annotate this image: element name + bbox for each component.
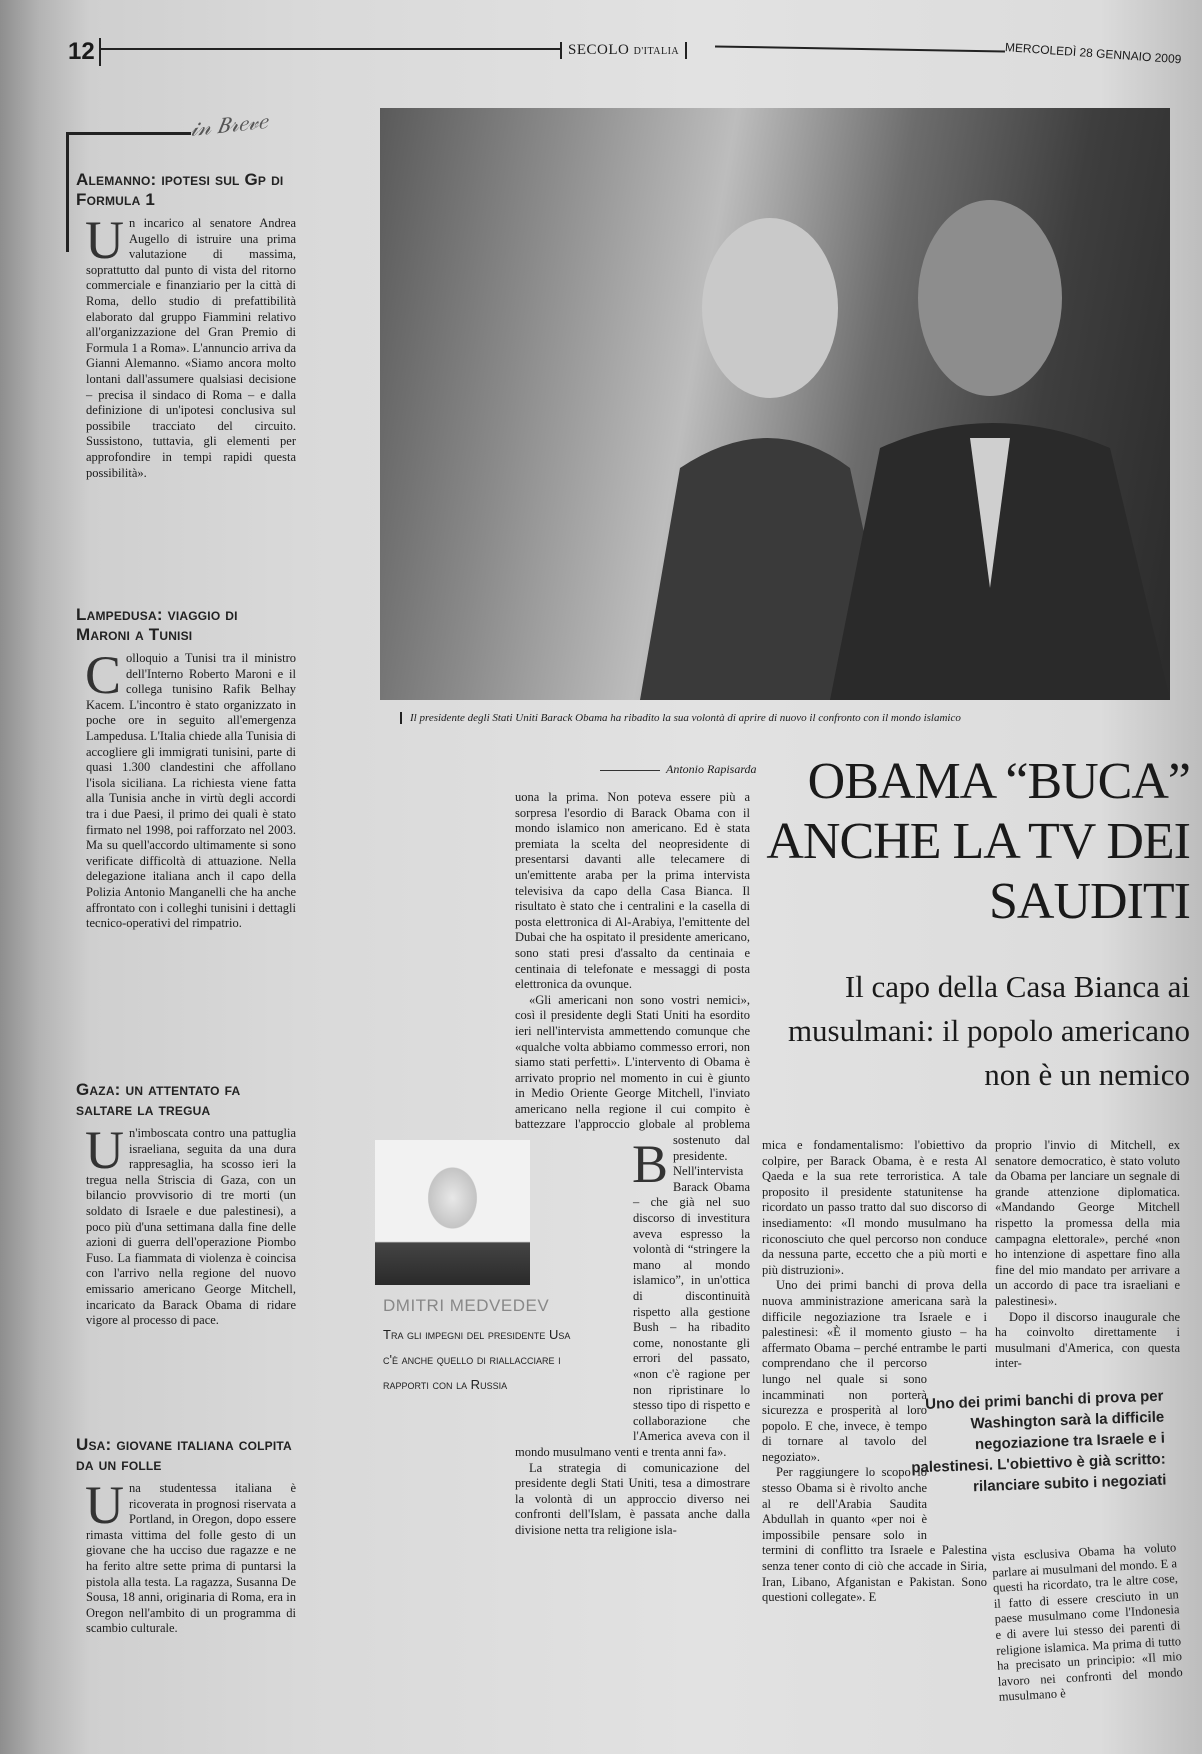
drop-cap: U	[85, 210, 124, 270]
brief-title: Alemanno: ipotesi sul Gp di Formula 1	[76, 170, 284, 209]
main-photo-obama-clinton	[380, 108, 1170, 700]
brief-text	[76, 210, 296, 481]
header-rule	[715, 45, 1005, 52]
brief-title: Gaza: un attentato fa saltare la tregua	[76, 1080, 241, 1119]
article-paragraph: mica e fondamentalismo: l'obiettivo da colpire, per Barack Obama, è e resta Al Qaeda e la sua rete terroristica. A tale proposito il presidente statunitense ha ricordato un passo tratto dal suo discorso di insediamento: «Il mondo musulmano ha riconosciuto che quel percorso non conduce da nessuna parte, eccetto che a più morti e più distruzioni».	[762, 1138, 987, 1277]
paragraph-text: uona la prima. Non poteva essere più a sorpresa l'esordio di Barack Obama con il mondo islamico non americano. Ed è stata premiata la scelta del neopresidente di presentarsi davanti alle telecamere di un'emittente araba per la prima intervista televisiva da capo della Casa Bianca. Il risultato è stato che i centralini e la casella di posta elettronica di Al-Arabiya, l'emittente del Dubai che ha ospitato il presidente americano, sono stati presi d'assalto da centinaia e centinaia di telefonate e messaggi di posta elettronica da ovunque.	[515, 790, 750, 992]
header-rule	[100, 48, 560, 50]
drop-cap: C	[85, 645, 122, 705]
medvedev-name: DMITRI MEDVEDEV	[383, 1296, 550, 1315]
article-paragraph: vista esclusiva Obama ha voluto parlare ai musulmani del mondo. E a questi ha ricordato, tra le altre cose, il fatto di essere cresciuto in un paese musulmano come l'Indonesia e di avere lui stesso dei parenti di religione islamica. Ma prima di tutto ha precisato un principio: «Il mio lavoro nei confronti del mondo musulmano è	[991, 1540, 1184, 1705]
photo-figures	[380, 108, 1170, 700]
brief-alemanno	[76, 170, 296, 605]
article-column-3-top	[995, 1138, 1180, 1372]
issue-date: MERCOLEDÌ 28 GENNAIO 2009	[1004, 40, 1182, 67]
brief-body: n'imboscata contro una pattuglia israeliana, seguita da una dura rappresaglia, ha scosso ieri la tregua nella Striscia di Gaza, con un bilancio provvisorio di tre morti (un soldato di Israele e due palestinesi), a poco più d'una settimana dalla fine delle azioni di guerra dell'operazione Piombo Fuso. La fiammata di violenza è coincisa con l'arrivo nella regione del nuovo emissario americano George Mitchell, incaricato da Barack Obama di ridare vigore al processo di pace.	[86, 1126, 296, 1328]
article-column-2	[762, 1138, 987, 1606]
headline: OBAMA “BUCA” ANCHE LA TV DEI SAUDITI	[766, 753, 1190, 930]
medvedev-caption: Tra gli impegni del presidente Usa c'è anche quello di riallacciare i rapporti con la Russia	[383, 1327, 571, 1392]
brief-usa	[76, 1435, 296, 1637]
brief-text	[76, 1120, 296, 1329]
medvedev-photo	[375, 1140, 530, 1285]
article-paragraph: Dopo il discorso inaugurale che ha coinvolto direttamente i musulmani d'America, con questa inter-	[995, 1309, 1180, 1371]
brief-body: na studentessa italiana è ricoverata in prognosi riservata a Portland, in Oregon, dopo essere rimasta vittima del folle gesto di un giovane che ha ucciso due ragazze e ne ha ferito altre sette prima di puntarsi la pistola alla testa. La ragazza, Susanna De Sousa, 18 anni, originaria di Roma, era in Oregon nell'ambito di un programma di scambio culturale.	[86, 1481, 296, 1636]
brief-body: olloquio a Tunisi tra il ministro dell'Interno Roberto Maroni e il collega tunisino Rafik Belhay Kacem. L'incontro è stato organizzato in poche ore in seguito all'emergenza Lampedusa. L'Italia chiede alla Tunisia di accogliere gli immigrati tunisini, parte di quasi 1.300 clandestini che affollano l'isola siciliana. La richiesta viene fatta alla Tunisia anche in virtù degli accordi tra i due Paesi, il primo dei quali è stato firmato nel 1998, poi rafforzato nel 2003. Ma su quell'accordo ultimamente si sono verificate difficoltà di attuazione. Nella delegazione italiana anch il capo della Polizia Antonio Manganelli che ha anche affrontato con i colleghi tunisini i dettagli tecnico-operativi del rimpatrio.	[86, 651, 296, 931]
byline: Antonio Rapisarda	[600, 762, 757, 777]
photo-caption: Il presidente degli Stati Uniti Barack Obama ha ribadito la sua volontà di aprire di nuovo il confronto con il mondo islamico	[400, 712, 961, 724]
brief-list	[76, 170, 296, 1637]
article-paragraph: La strategia di comunicazione del presidente degli Stati Uniti, tesa a dimostrare la volontà di un approccio diverso nei confronti dell'Islam, è passata anche dalla divisione netta tra religione isla-	[515, 1460, 750, 1537]
masthead-title: SECOLO	[568, 42, 630, 58]
drop-cap: U	[85, 1120, 124, 1180]
brief-lampedusa	[76, 605, 296, 1080]
drop-cap: B	[632, 1134, 669, 1194]
article-paragraph: proprio l'invio di Mitchell, ex senatore democratico, è stato voluto da Obama per lanciare un segnale di grande attenzione diplomatica. «Mandando George Mitchell rispetto la promessa della mia campagna elettorale», perché «non ho intenzione di aspettare fino alla fine del mio mandato per arrivare a un accordo di pace tra israeliani e palestinesi».	[995, 1138, 1180, 1308]
brief-title: Usa: giovane italiana colpita da un folle	[76, 1435, 292, 1474]
drop-cap: U	[85, 1475, 124, 1535]
brief-text	[76, 645, 296, 932]
article-paragraph: Per raggiungere lo scopo lo stesso Obama si è rivolto anche al re dell'Arabia Saudita Abdullah in quanto «per noi è impossibile pensare solo in termini di conflitto tra Israele e Palestina senza tener conto di ciò che accade in Siria, Iran, Libano, Afganistan e Pakistan. Sono questioni collegate». E	[762, 1465, 987, 1605]
page-number: 12	[68, 38, 101, 66]
article-paragraph: Uno dei primi banchi di prova della nuova amministrazione americana sarà la difficile negoziazione tra Israele e i palestinesi: «È il momento giusto – ha affermato Obama – perché entrambe le parti comprendano che il percorso lungo nel quale si sono incamminati non porterà sicurezza e prosperità al loro popolo. E che, invece, è tempo di tornare al tavolo del negoziato».	[762, 1278, 987, 1464]
article-paragraph: «Gli americani non sono vostri nemici», così il presidente degli Stati Uniti ha esordito ieri nell'intervista ammettendo comunque che «qualche volta abbiamo commesso errori, non siamo stati perfetti». L'intervento di Obama è arrivato proprio nel momento in cui è giunto in Medio Oriente George Mitchell, l'inviato americano nella regione il cui compito è battezzare l'approccio globale al problema sostenuto dal presidente. Nell'intervista Barack Obama – che già nel suo discorso di investitura aveva espresso la volontà di “stringere la mano al mondo islamico”, in un'ottica di discontinuità rispetto alla gestione Bush – ha ribadito come, nonostante gli errori del passato, «non c'è ragione per non ripristinare lo stesso tipo di rispetto e collaborazione che l'America aveva con il mondo musulmano venti e trenta anni fa».	[515, 992, 750, 1459]
article-column-3-bottom	[991, 1540, 1184, 1705]
brief-gaza	[76, 1080, 296, 1435]
article-paragraph	[515, 790, 750, 1194]
subheadline: Il capo della Casa Bianca ai musulmani: il popolo americano non è un nemico	[787, 969, 1190, 1092]
article-column-1	[515, 790, 750, 1539]
pull-quote: Uno dei primi banchi di prova per Washington sarà la difficile negoziazione tra Israele e i palestinesi. L'obiettivo è già scritto: rilanciare subito i negoziati	[911, 1387, 1167, 1496]
brief-text	[76, 1475, 296, 1637]
brief-title: Lampedusa: viaggio di Maroni a Tunisi	[76, 605, 238, 644]
section-signature: 𝒾𝓃 𝐵𝓇𝑒𝓋𝑒	[188, 108, 269, 141]
brief-body: n incarico al senatore Andrea Augello di istruire una prima valutazione di massima, soprattutto dal punto di vista del ritorno commerciale e finanziario per la città di Roma, dello studio di prefattibilità elaborato dal gruppo Fiammini relativo all'organizzazione del Gran Premio di Formula 1 a Roma». L'annuncio arriva da Gianni Alemanno. «Siamo ancora molto lontani dall'assumere qualsiasi decisione – precisa il sindaco di Roma – e dalla definizione di un'ipotesi conclusiva sul possibile tracciato del circuito. Sussistono, tuttavia, gli elementi per approfondire in tempi rapidi questa possibilità».	[86, 216, 296, 480]
masthead	[560, 42, 687, 59]
masthead-subtitle: D'ITALIA	[633, 46, 680, 57]
